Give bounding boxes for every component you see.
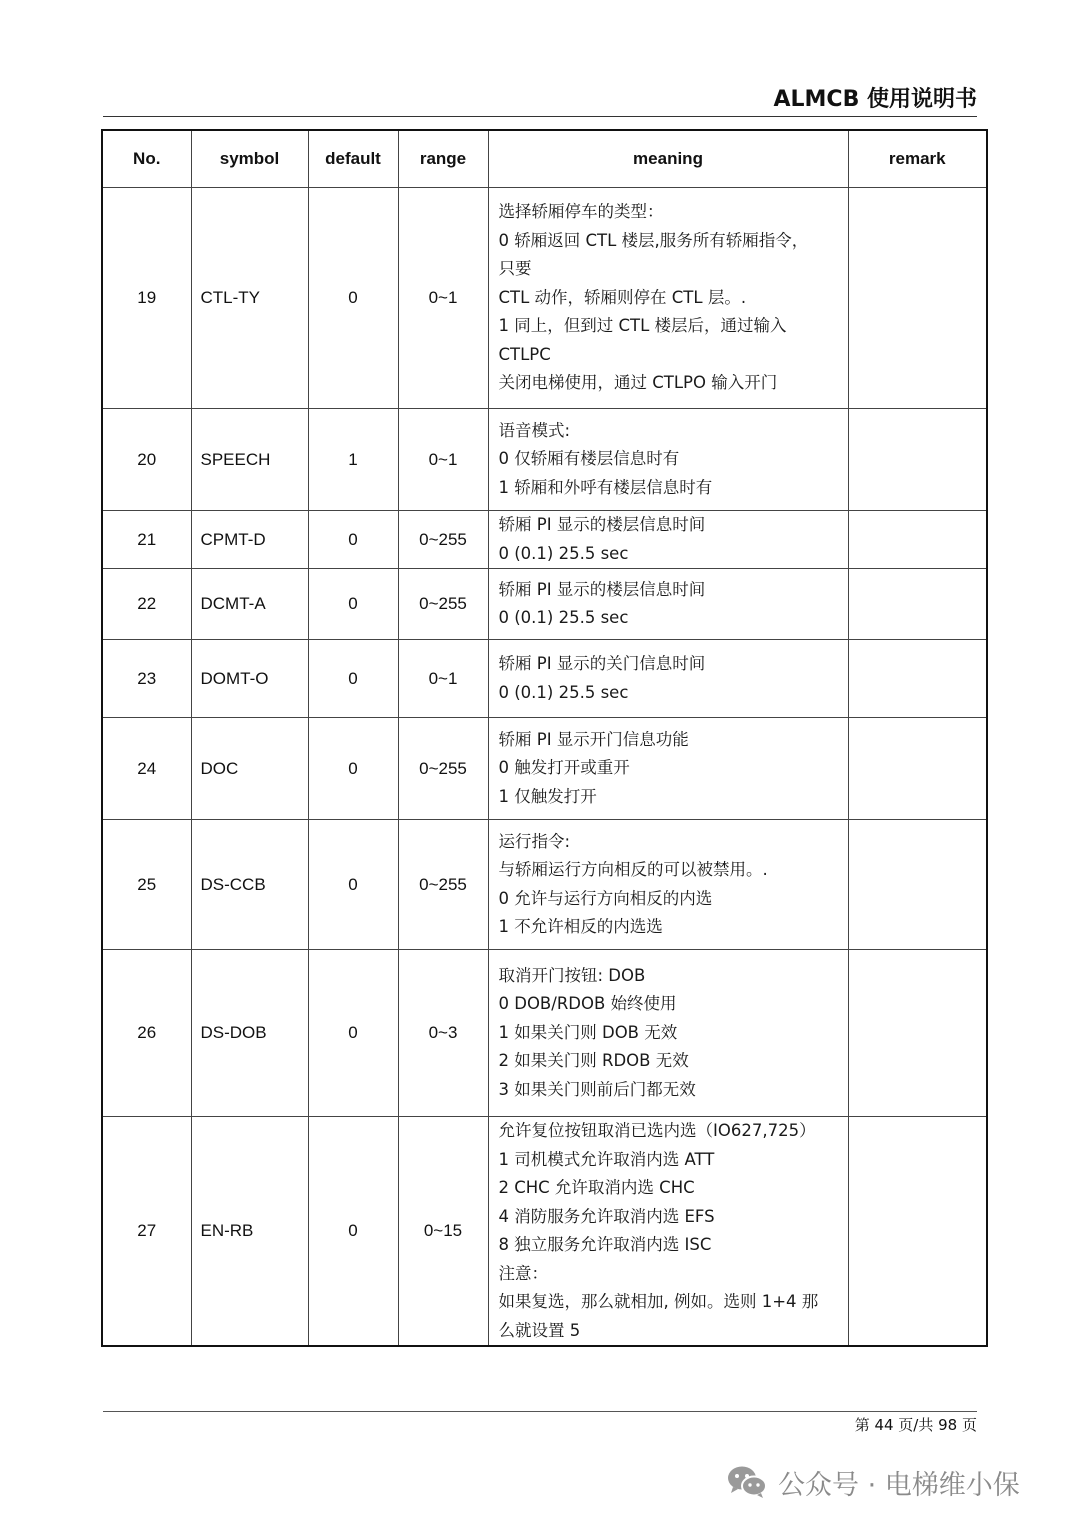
cell-symbol: DS-DOB (191, 950, 308, 1117)
meaning-line: 0 仅轿厢有楼层信息时有 (498, 449, 680, 469)
cell-default: 0 (308, 640, 398, 718)
meaning-line: 1 司机模式允许取消内选 ATT (498, 1149, 715, 1169)
meaning-line: 0 (0.1) 25.5 sec (498, 608, 629, 627)
meaning-line: 0 允许与运行方向相反的内选 (498, 888, 713, 908)
cell-no: 24 (102, 718, 191, 820)
cell-remark (848, 718, 987, 820)
cell-symbol: SPEECH (191, 409, 308, 511)
cell-symbol: DOMT-O (191, 640, 308, 718)
cell-remark (848, 511, 987, 569)
meaning-line: CTL 动作，轿厢则停在 CTL 层。. (498, 287, 747, 307)
meaning-line: 1 如果关门则 DOB 无效 (498, 1022, 678, 1042)
cell-meaning (488, 188, 848, 409)
column-header-no: No. (102, 130, 191, 188)
cell-range: 0~1 (398, 640, 488, 718)
cell-range: 0~1 (398, 409, 488, 511)
table-row (102, 569, 987, 640)
column-header-range: range (398, 130, 488, 188)
cell-range: 0~3 (398, 950, 488, 1117)
cell-range: 0~255 (398, 820, 488, 950)
meaning-line: 轿厢 PI 显示的楼层信息时间 (498, 579, 706, 599)
cell-meaning (488, 950, 848, 1117)
cell-remark (848, 820, 987, 950)
meaning-line: 如果复选，那么就相加, 例如。选则 1+4 那 (498, 1292, 819, 1311)
cell-range: 0~255 (398, 718, 488, 820)
page-number: 第 44 页/共 98 页 (854, 1416, 977, 1434)
meaning-line: 轿厢 PI 显示的楼层信息时间 (498, 515, 706, 534)
cell-meaning (488, 409, 848, 511)
meaning-line: 轿厢 PI 显示开门信息功能 (498, 729, 689, 749)
meaning-line: 0 (0.1) 25.5 sec (498, 543, 629, 563)
table-header-row (102, 130, 987, 188)
cell-remark (848, 950, 987, 1117)
meaning-line: 0 触发打开或重开 (498, 758, 630, 778)
cell-range: 0~255 (398, 569, 488, 640)
cell-default: 0 (308, 718, 398, 820)
cell-no: 22 (102, 569, 191, 640)
meaning-line: 1 同上，但到过 CTL 楼层后，通过输入 (498, 316, 787, 336)
cell-default: 0 (308, 569, 398, 640)
cell-remark (848, 409, 987, 511)
table-row (102, 640, 987, 718)
column-header-meaning: meaning (488, 130, 848, 188)
footer-divider (103, 1411, 977, 1412)
table-row (102, 511, 987, 569)
meaning-line: 8 独立服务允许取消内选 ISC (498, 1235, 712, 1254)
cell-symbol: CPMT-D (191, 511, 308, 569)
cell-symbol: DOC (191, 718, 308, 820)
cell-default: 0 (308, 188, 398, 409)
cell-symbol: CTL-TY (191, 188, 308, 409)
wechat-icon (726, 1464, 768, 1500)
watermark (726, 1462, 1020, 1502)
cell-meaning (488, 718, 848, 820)
cell-no: 23 (102, 640, 191, 718)
table-row (102, 409, 987, 511)
meaning-line: 轿厢 PI 显示的关门信息时间 (498, 654, 706, 673)
meaning-line: 3 如果关门则前后门都无效 (498, 1079, 696, 1099)
meaning-line: 只要 (498, 259, 532, 279)
meaning-line: CTLPC (498, 344, 551, 364)
table-row (102, 950, 987, 1117)
cell-meaning (488, 1117, 848, 1347)
table-row (102, 188, 987, 409)
cell-no: 25 (102, 820, 191, 950)
cell-no: 21 (102, 511, 191, 569)
cell-remark (848, 1117, 987, 1347)
meaning-line: 么就设置 5 (498, 1320, 581, 1340)
table-row (102, 820, 987, 950)
cell-no: 20 (102, 409, 191, 511)
meaning-line: 关闭电梯使用，通过 CTLPO 输入开门 (498, 373, 778, 393)
parameter-table (101, 129, 988, 1347)
meaning-line: 1 仅触发打开 (498, 786, 597, 806)
cell-no: 27 (102, 1117, 191, 1347)
cell-no: 26 (102, 950, 191, 1117)
meaning-line: 取消开门按钮: DOB (498, 965, 646, 985)
cell-default: 1 (308, 409, 398, 511)
cell-remark (848, 569, 987, 640)
meaning-line: 语音模式: (498, 420, 571, 440)
column-header-symbol: symbol (191, 130, 308, 188)
meaning-line: 1 轿厢和外呼有楼层信息时有 (498, 477, 713, 497)
cell-range: 0~15 (398, 1117, 488, 1347)
cell-remark (848, 640, 987, 718)
cell-default: 0 (308, 511, 398, 569)
meaning-line: 0 DOB/RDOB 始终使用 (498, 994, 677, 1014)
meaning-line: 选择轿厢停车的类型： (498, 202, 664, 222)
cell-symbol: EN-RB (191, 1117, 308, 1347)
table-row (102, 718, 987, 820)
meaning-line: 允许复位按钮取消已选内选（IO627,725） (498, 1121, 816, 1140)
cell-range: 0~255 (398, 511, 488, 569)
watermark-text: 公众号 · 电梯维小保 (778, 1469, 1020, 1501)
cell-meaning (488, 569, 848, 640)
meaning-line: 2 如果关门则 RDOB 无效 (498, 1051, 689, 1071)
meaning-line: 与轿厢运行方向相反的可以被禁用。. (498, 860, 768, 879)
table-body (102, 188, 987, 1347)
meaning-line: 注意： (498, 1263, 548, 1283)
cell-default: 0 (308, 950, 398, 1117)
cell-default: 0 (308, 1117, 398, 1347)
cell-remark (848, 188, 987, 409)
cell-no: 19 (102, 188, 191, 409)
cell-range: 0~1 (398, 188, 488, 409)
meaning-line: 0 轿厢返回 CTL 楼层,服务所有轿厢指令， (498, 230, 809, 250)
document-title: ALMCB 使用说明书 (773, 87, 977, 112)
meaning-line: 0 (0.1) 25.5 sec (498, 682, 629, 702)
cell-symbol: DS-CCB (191, 820, 308, 950)
meaning-line: 2 CHC 允许取消内选 CHC (498, 1178, 695, 1197)
cell-symbol: DCMT-A (191, 569, 308, 640)
cell-meaning (488, 640, 848, 718)
meaning-line: 1 不允许相反的内选选 (498, 917, 663, 936)
meaning-line: 运行指令: (498, 831, 571, 851)
column-header-remark: remark (848, 130, 987, 188)
cell-meaning (488, 511, 848, 569)
cell-default: 0 (308, 820, 398, 950)
cell-meaning (488, 820, 848, 950)
meaning-line: 4 消防服务允许取消内选 EFS (498, 1206, 715, 1226)
header-divider (103, 116, 977, 117)
table-row (102, 1117, 987, 1347)
column-header-default: default (308, 130, 398, 188)
